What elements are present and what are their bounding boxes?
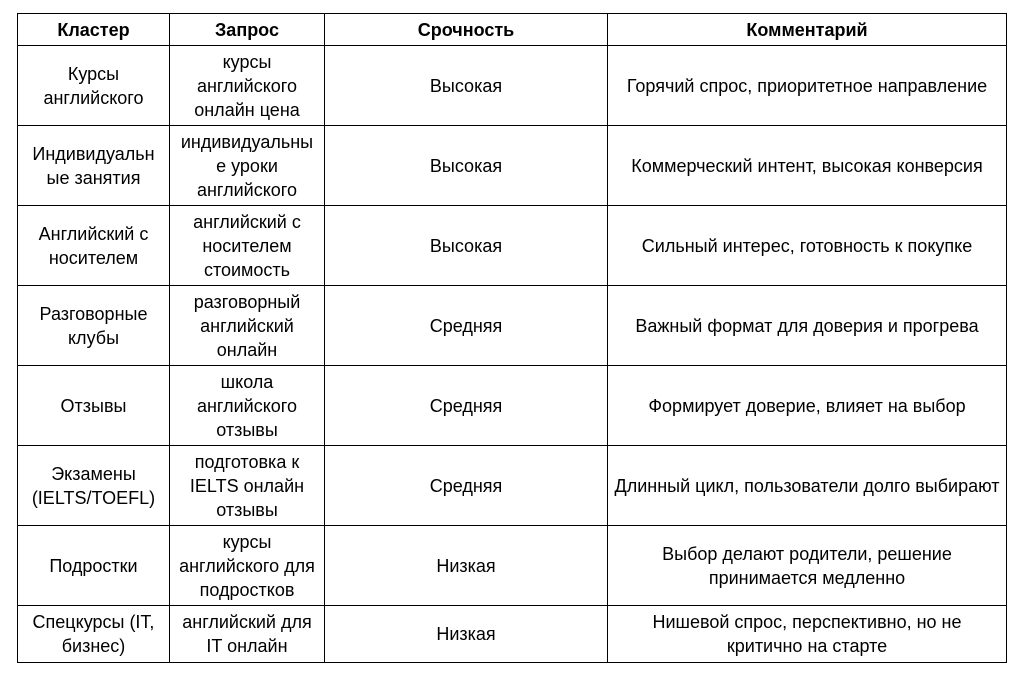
cell-cluster: Разговорные клубы [18,286,170,366]
cell-query: подготовка к IELTS онлайн отзывы [170,446,325,526]
cell-cluster: Индивидуальн ые занятия [18,126,170,206]
cell-cluster: Экзамены (IELTS/TOEFL) [18,446,170,526]
cell-urgency: Высокая [325,206,608,286]
table-row [18,46,1007,126]
cluster-table [17,13,1007,663]
table-row [18,206,1007,286]
cell-urgency: Средняя [325,446,608,526]
cell-cluster: Английский с носителем [18,206,170,286]
cell-cluster: Отзывы [18,366,170,446]
cell-comment: Длинный цикл, пользователи долго выбирают [608,446,1007,526]
cell-query: английский с носителем стоимость [170,206,325,286]
table-row [18,286,1007,366]
cell-query: курсы английского онлайн цена [170,46,325,126]
cell-comment: Выбор делают родители, решение принимается медленно [608,526,1007,606]
table-row [18,606,1007,663]
table-row [18,126,1007,206]
cell-urgency: Средняя [325,286,608,366]
cell-comment: Важный формат для доверия и прогрева [608,286,1007,366]
cell-comment: Коммерческий интент, высокая конверсия [608,126,1007,206]
cell-query: английский для IT онлайн [170,606,325,663]
header-comment: Комментарий [608,14,1007,46]
cell-urgency: Низкая [325,526,608,606]
cell-query: курсы английского для подростков [170,526,325,606]
cell-cluster: Спецкурсы (IT, бизнес) [18,606,170,663]
header-row [18,14,1007,46]
cell-cluster: Подростки [18,526,170,606]
table-row [18,366,1007,446]
cell-comment: Формирует доверие, влияет на выбор [608,366,1007,446]
cell-urgency: Средняя [325,366,608,446]
cell-urgency: Высокая [325,126,608,206]
cell-comment: Сильный интерес, готовность к покупке [608,206,1007,286]
header-query: Запрос [170,14,325,46]
cell-urgency: Высокая [325,46,608,126]
cell-query: индивидуальные уроки английского [170,126,325,206]
cell-comment: Нишевой спрос, перспективно, но не критично на старте [608,606,1007,663]
header-cluster: Кластер [18,14,170,46]
cell-cluster: Курсы английского [18,46,170,126]
table-row [18,446,1007,526]
header-urgency: Срочность [325,14,608,46]
cell-query: школа английского отзывы [170,366,325,446]
table-row [18,526,1007,606]
cell-comment: Горячий спрос, приоритетное направление [608,46,1007,126]
cell-query: разговорный английский онлайн [170,286,325,366]
cell-urgency: Низкая [325,606,608,663]
